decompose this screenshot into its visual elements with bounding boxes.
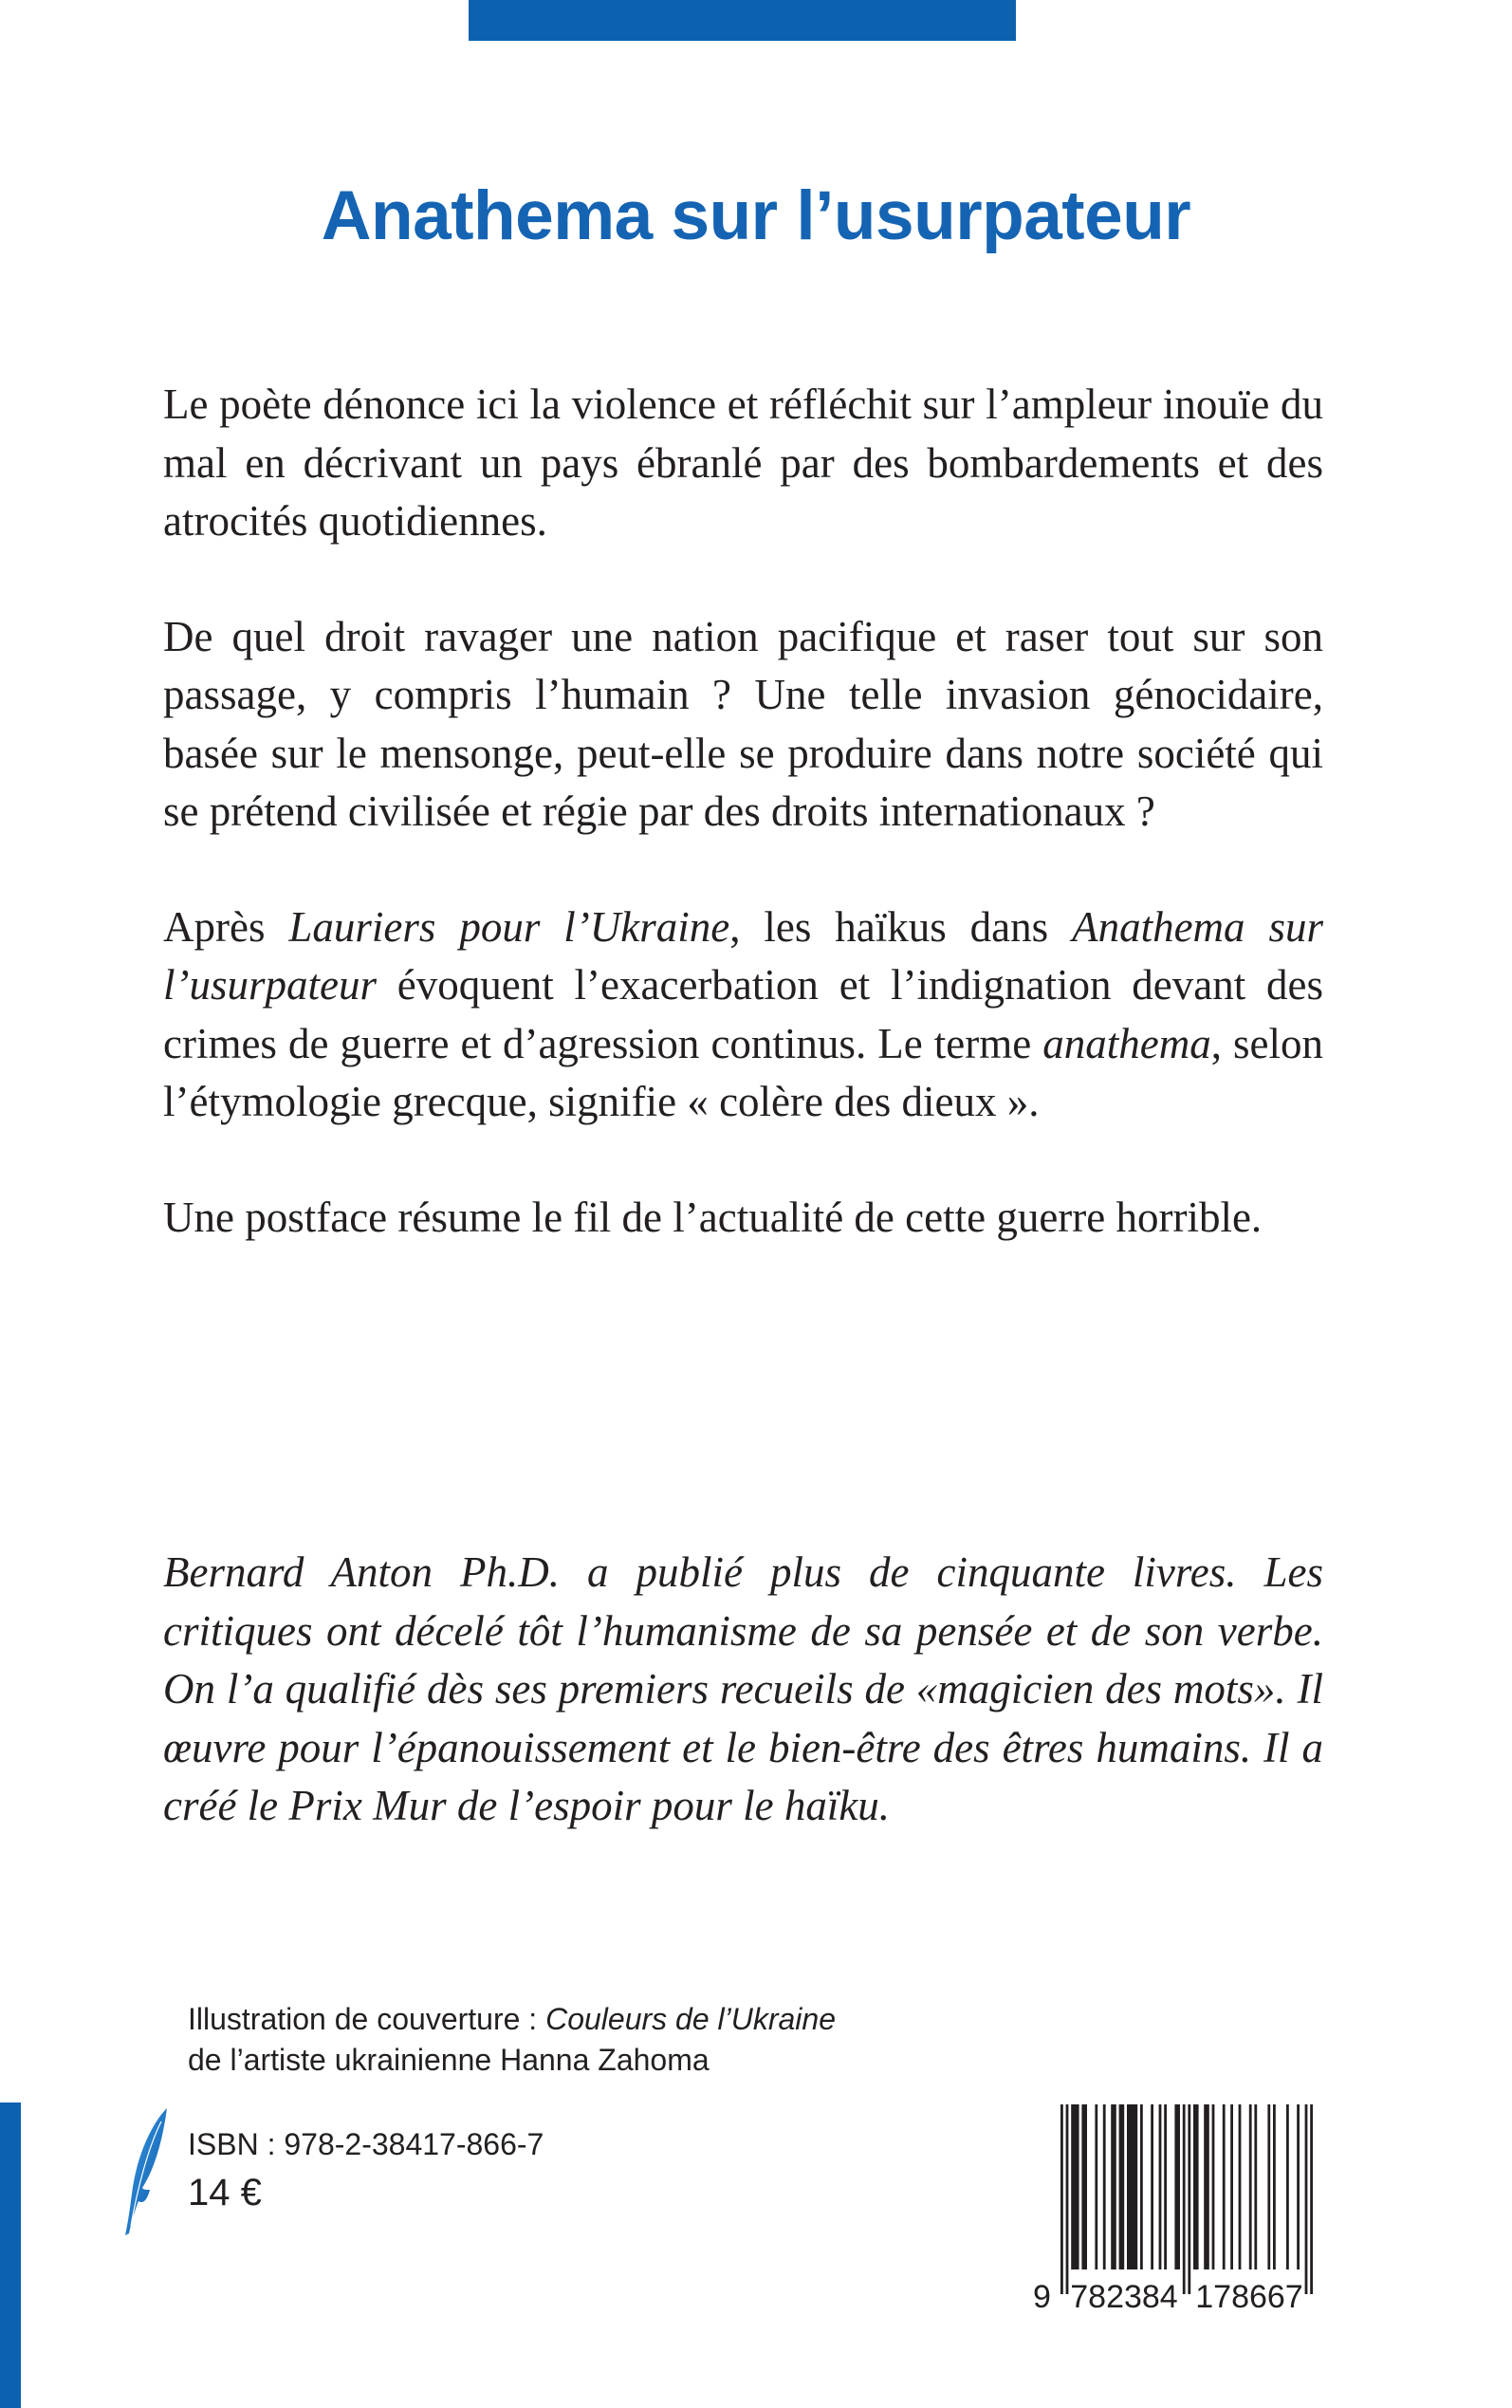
barcode bbox=[1024, 2097, 1328, 2320]
barcode-guard-bar bbox=[1066, 2104, 1069, 2294]
left-accent-bar bbox=[0, 2102, 21, 2408]
barcode-bar bbox=[1297, 2104, 1300, 2269]
barcode-bar bbox=[1111, 2104, 1116, 2269]
cover-illustration-credit bbox=[188, 1999, 836, 2081]
barcode-bar bbox=[1174, 2104, 1180, 2269]
barcode-bar bbox=[1071, 2104, 1079, 2269]
isbn-number: ISBN : 978-2-38417-866-7 bbox=[188, 2127, 544, 2161]
barcode-bar bbox=[1164, 2104, 1167, 2269]
description-paragraph bbox=[163, 1189, 1323, 1248]
credit-line-2: de l’artiste ukrainienne Hanna Zahoma bbox=[188, 2043, 710, 2077]
price: 14 € bbox=[188, 2172, 262, 2214]
author-bio: Bernard Anton Ph.D. a publié plus de cinquante livres. Les critiques ont décelé tôt l’humanisme de sa pensée et de son verbe. On l’a qualifié dès ses premiers recueils de «magicien des mots». Il œuvre pour l’épanouissement et le bien-être des êtres humains. Il a créé le Prix Mur de l’espoir pour le haïku. bbox=[163, 1548, 1323, 1829]
barcode-bars bbox=[1060, 2104, 1313, 2294]
barcode-bar bbox=[1267, 2104, 1270, 2269]
barcode-bar bbox=[1212, 2104, 1215, 2269]
barcode-right-digits: 178667 bbox=[1195, 2279, 1303, 2315]
top-accent-bar bbox=[469, 0, 1016, 41]
feather-blade bbox=[125, 2108, 167, 2235]
credit-prefix: Illustration de couverture : bbox=[188, 2002, 546, 2036]
barcode-bar bbox=[1127, 2104, 1137, 2269]
barcode-guard-bar bbox=[1183, 2104, 1186, 2294]
paragraph-text: Le poète dénonce ici la violence et réfléchit sur l’ampleur inouïe du mal en décrivant un pays ébranlé par des bombardements et des atrocités quotidiennes. bbox=[163, 380, 1323, 545]
barcode-bar bbox=[1230, 2104, 1233, 2269]
credit-work-title: Couleurs de l’Ukraine bbox=[545, 2002, 836, 2036]
paragraph-text: De quel droit ravager une nation pacifique et raser tout sur son passage, y compris l’humain ? Une telle invasion génocidaire, basée sur le mensonge, peut-elle se produire dans notre société qui se prétend civilisée et régie par des droits internationaux ? bbox=[163, 612, 1323, 835]
book-reference: Anathema sur l’usurpateur bbox=[163, 902, 1323, 1009]
paragraph-text: , les haïkus dans bbox=[729, 902, 1073, 951]
description-paragraph bbox=[163, 608, 1323, 842]
barcode-bar bbox=[1254, 2104, 1257, 2269]
paragraph-text: Une postface résume le fil de l’actualité de cette guerre horrible. bbox=[163, 1193, 1263, 1241]
book-title: Anathema sur l’usurpateur bbox=[321, 177, 1191, 254]
credit-line-1 bbox=[188, 1999, 836, 2040]
barcode-bar bbox=[1159, 2104, 1162, 2269]
barcode-first-digit: 9 bbox=[1033, 2279, 1051, 2315]
barcode-left-digits: 782384 bbox=[1070, 2279, 1178, 2315]
barcode-bar bbox=[1119, 2104, 1125, 2269]
barcode-bar bbox=[1151, 2104, 1153, 2269]
feather-icon bbox=[123, 2106, 169, 2237]
barcode-guard-bar bbox=[1188, 2104, 1190, 2294]
term-reference: anathema bbox=[1042, 1019, 1211, 1067]
description-paragraph bbox=[163, 376, 1323, 551]
barcode-bar bbox=[1273, 2104, 1276, 2269]
barcode-bar bbox=[1081, 2104, 1087, 2269]
description-paragraph bbox=[163, 898, 1323, 1132]
paragraph-text: évoquent l’exacerbation et l’indignation devant des crimes de guerre et d’agression continus. Le terme bbox=[163, 961, 1323, 1067]
barcode-bar bbox=[1239, 2104, 1242, 2269]
paragraph-text: Après bbox=[163, 902, 289, 951]
book-reference: Lauriers pour l’Ukraine bbox=[288, 902, 730, 951]
barcode-bar bbox=[1286, 2104, 1289, 2269]
barcode-guard-bar bbox=[1310, 2104, 1313, 2294]
barcode-bar bbox=[1095, 2104, 1097, 2269]
barcode-bar bbox=[1193, 2104, 1199, 2269]
barcode-bar bbox=[1204, 2104, 1209, 2269]
back-cover-description bbox=[163, 376, 1323, 1304]
barcode-bar bbox=[1103, 2104, 1106, 2269]
barcode-bar bbox=[1140, 2104, 1143, 2269]
barcode-guard-bar bbox=[1305, 2104, 1308, 2294]
barcode-guard-bar bbox=[1060, 2104, 1063, 2294]
barcode-bar bbox=[1249, 2104, 1252, 2269]
paragraph-text: , selon l’étymologie grecque, signifie « colère des dieux ». bbox=[163, 1019, 1323, 1125]
barcode-bar bbox=[1223, 2104, 1226, 2269]
